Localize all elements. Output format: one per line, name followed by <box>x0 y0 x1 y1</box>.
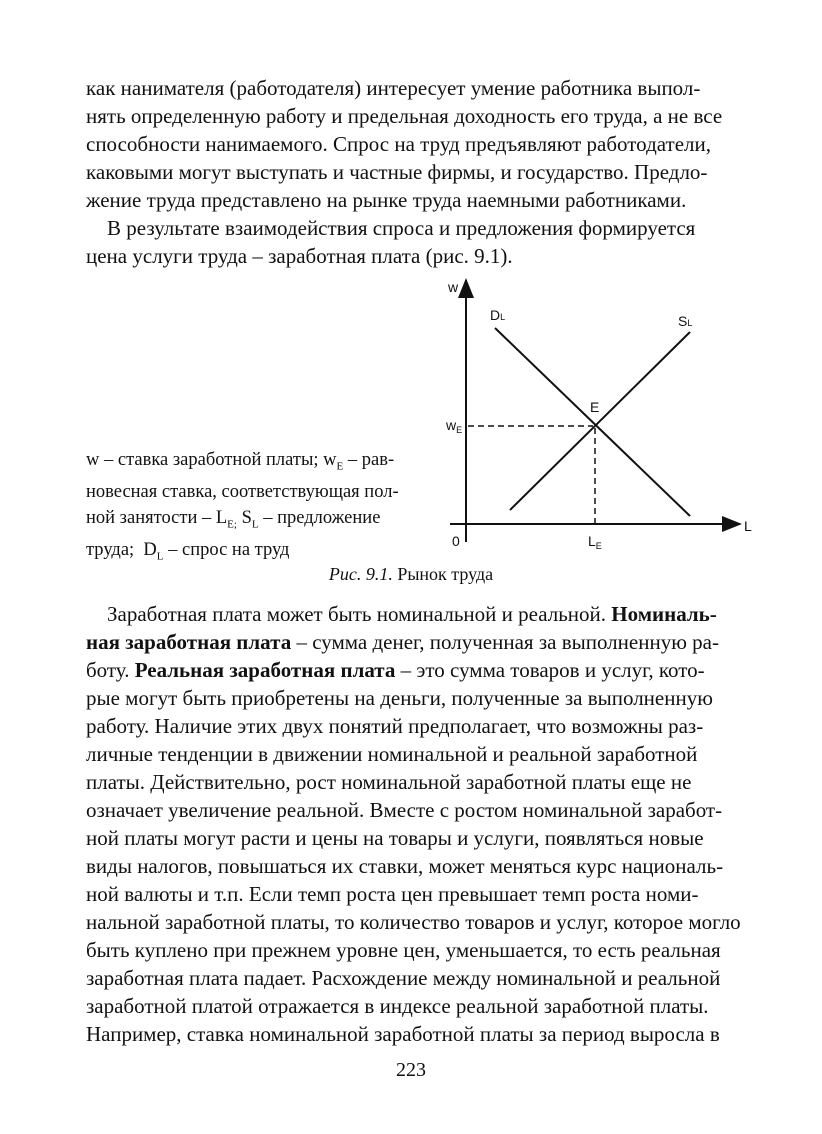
text-line: означает увеличение реальной. Вместе с ростом номинальной заработ- <box>86 798 723 822</box>
page-number: 223 <box>396 1059 426 1081</box>
text-line: заработной платой отражается в индексе реальной заработной платы. <box>86 994 709 1018</box>
labor-market-diagram <box>440 270 780 560</box>
text-line: Заработная плата может быть номинальной и реальной. Номиналь- <box>86 602 717 626</box>
equilibrium-labor-label: $L_E$ <box>588 533 602 551</box>
text-line: платы. Действительно, рост номинальной заработной платы еще не <box>86 770 692 794</box>
y-axis-label: w <box>448 279 459 295</box>
equilibrium-wage-label: $w_E$ <box>446 417 463 435</box>
figure-legend: w – ставка заработной платы; $w_E - рав-$ новесная ставка, соответствующая пол- ной занятости – $L_{E;}$ $S_L$ – предложение труда; $D_L$ – спрос на труд <box>86 450 399 563</box>
text-line: нальной заработной платы, то количество товаров и услуг, которое могло <box>86 910 741 934</box>
supply-curve <box>510 332 690 510</box>
figure-caption <box>0 562 822 586</box>
caption-label: Рис. 9.1. <box>328 564 393 584</box>
text-line: жение труда представлено на рынке труда наемными работниками. <box>86 188 687 212</box>
text-line: боту. Реальная заработная плата – это сумма товаров и услуг, кото- <box>86 658 705 682</box>
text-line: каковыми могут выступать и частные фирмы, и государство. Предло- <box>86 160 708 184</box>
text-line: быть куплено при прежнем уровне цен, уменьшается, то есть реальная <box>86 938 721 962</box>
text-line: как нанимателя (работодателя) интересует умение работника выпол- <box>86 76 701 100</box>
text-line: ной валюты и т.п. Если темп роста цен превышает темп роста номи- <box>86 882 699 906</box>
caption-text: Рынок труда <box>392 564 494 584</box>
text-line: нять определенную работу и предельная доходность его труда, а не все <box>86 104 723 128</box>
text-line: способности нанимаемого. Спрос на труд предъявляют работодатели, <box>86 132 712 156</box>
text-line: ная заработная плата – сумма денег, полученная за выполненную ра- <box>86 630 719 654</box>
text-line: заработная плата падает. Расхождение между номинальной и реальной <box>86 966 721 990</box>
text-line: виды налогов, повышаться их ставки, может меняться курс националь- <box>86 854 724 878</box>
x-axis-label: L <box>744 518 752 534</box>
text-line: цена услуги труда – заработная плата (рис. 9.1). <box>86 244 513 268</box>
text-line: В результате взаимодействия спроса и предложения формируется <box>86 216 696 240</box>
equilibrium-point-label: E <box>590 399 600 415</box>
text-line: личные тенденции в движении номинальной и реальной заработной <box>86 742 698 766</box>
text-line: Например, ставка номинальной заработной платы за период выросла в <box>86 1022 720 1046</box>
text-line: работу. Наличие этих двух понятий предполагает, что возможны раз- <box>86 714 704 738</box>
demand-curve <box>495 328 690 516</box>
supply-label: SL <box>678 313 693 329</box>
text-line: ной платы могут расти и цены на товары и услуги, появляться новые <box>86 826 704 850</box>
text-line: рые могут быть приобретены на деньги, полученные за выполненную <box>86 686 713 710</box>
origin-label: 0 <box>452 533 460 549</box>
demand-label: DL <box>490 307 506 323</box>
